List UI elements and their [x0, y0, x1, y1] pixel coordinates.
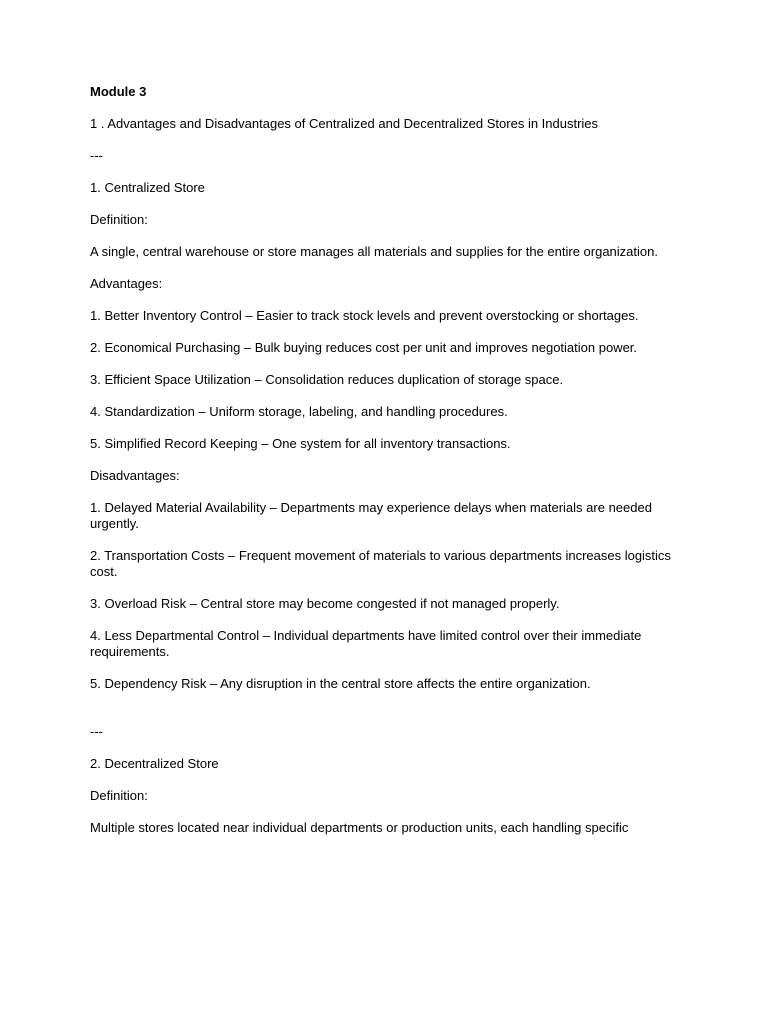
advantages-label: Advantages:: [90, 276, 163, 291]
disadvantage-item: 4. Less Departmental Control – Individual departments have limited control over their immediate requirements.: [90, 628, 642, 659]
disadvantage-item: 3. Overload Risk – Central store may become congested if not managed properly.: [90, 596, 560, 611]
definition-label: Definition:: [90, 212, 148, 227]
disadvantages-label: Disadvantages:: [90, 468, 180, 483]
separator: ---: [90, 148, 103, 163]
definition-label: Definition:: [90, 788, 148, 803]
definition-text: A single, central warehouse or store manages all materials and supplies for the entire organization.: [90, 244, 658, 259]
section-heading-centralized: 1. Centralized Store: [90, 180, 205, 195]
separator: ---: [90, 724, 103, 739]
advantage-item: 1. Better Inventory Control – Easier to track stock levels and prevent overstocking or shortages.: [90, 308, 639, 323]
question-heading: 1 . Advantages and Disadvantages of Centralized and Decentralized Stores in Industries: [90, 116, 599, 131]
document-body: [90, 84, 690, 852]
disadvantage-item: 1. Delayed Material Availability – Departments may experience delays when materials are needed urgently.: [90, 500, 652, 531]
advantage-item: 2. Economical Purchasing – Bulk buying reduces cost per unit and improves negotiation power.: [90, 340, 638, 355]
module-title: Module 3: [90, 84, 147, 99]
disadvantage-item: 5. Dependency Risk – Any disruption in the central store affects the entire organization.: [90, 676, 591, 691]
section-heading-decentralized: 2. Decentralized Store: [90, 756, 219, 771]
advantage-item: 3. Efficient Space Utilization – Consolidation reduces duplication of storage space.: [90, 372, 564, 387]
definition-text: Multiple stores located near individual departments or production units, each handling specific: [90, 820, 629, 835]
advantage-item: 4. Standardization – Uniform storage, labeling, and handling procedures.: [90, 404, 508, 419]
advantage-item: 5. Simplified Record Keeping – One system for all inventory transactions.: [90, 436, 511, 451]
disadvantage-item: 2. Transportation Costs – Frequent movement of materials to various departments increases logistics cost.: [90, 548, 671, 579]
